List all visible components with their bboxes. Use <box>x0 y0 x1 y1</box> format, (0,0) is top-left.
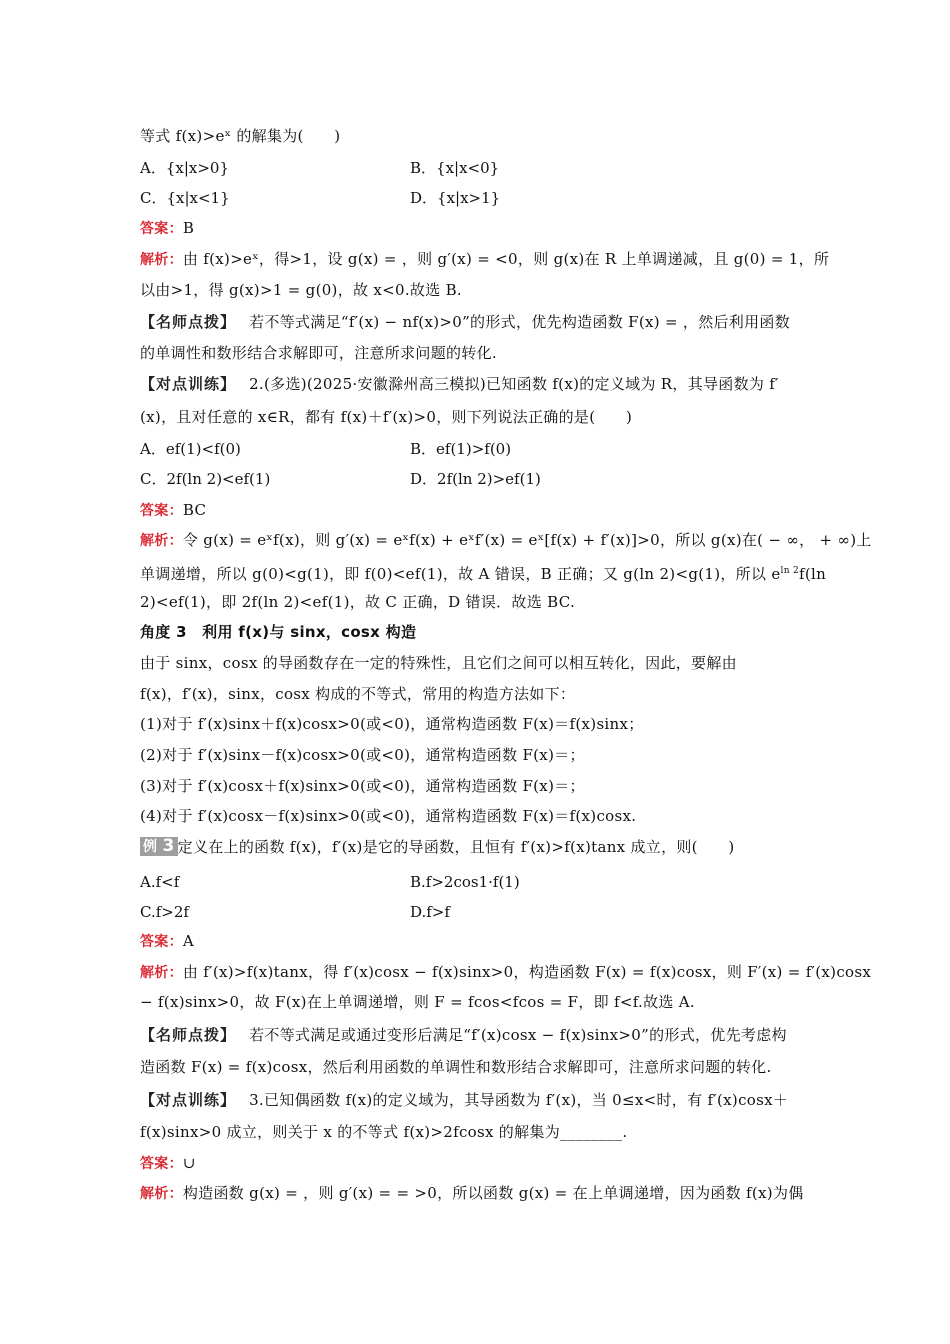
practice-2-line-2: (x)，且对任意的 x∈R，都有 f(x)＋f′(x)>0，则下列说法正确的是( ) <box>140 408 633 426</box>
analysis-2-line-3: 2)<ef(1)，即 2f(ln 2)<ef(1)，故 C 正确，D 错误．故选 BC. <box>140 593 576 611</box>
tip-text: 若不等式满足“f′(x) − nf(x)>0”的形式，优先构造函数 F(x) = ，然后利用函数 <box>249 313 790 331</box>
answer-value: ∪ <box>182 1154 196 1172</box>
option-a: A．ef(1)<f(0) <box>140 440 241 458</box>
answer-label: 答案： <box>140 503 183 519</box>
analysis-text: 由 f′(x)>f(x)tanx，得 f′(x)cosx − f(x)sinx>0，构造函数 F(x) = f(x)cosx，则 F′(x) = f′(x)cosx <box>182 963 872 981</box>
answer-label: 答案： <box>140 1156 183 1172</box>
option-b: B.f>2cos1·f(1) <box>410 873 520 891</box>
practice-3-line-1 <box>140 1090 812 1110</box>
tip-text: 若不等式满足或通过变形后满足“f′(x)cosx − f(x)sinx>0”的形式，优先考虑构 <box>249 1026 787 1044</box>
practice-3-line-2: f(x)sinx>0 成立，则关于 x 的不等式 f(x)>2fcosx 的解集为________. <box>140 1123 628 1141</box>
option-d: D．{x|x>1} <box>410 189 501 207</box>
method-1: (1)对于 f′(x)sinx＋f(x)cosx>0(或<0)，通常构造函数 F(x)＝f(x)sinx； <box>140 715 644 733</box>
analysis-3-line-2: − f(x)sinx>0，故 F(x)在上单调递增，则 F = fcos<fcos = F，即 f<f.故选 A. <box>140 993 695 1011</box>
analysis-text: f(ln <box>798 565 827 583</box>
analysis-label: 解析： <box>140 252 183 268</box>
analysis-1-line-2: 以由>1，得 g(x)>1 = g(0)，故 x<0.故选 B. <box>140 281 462 299</box>
analysis-4-line-1 <box>140 1183 812 1204</box>
answer-3 <box>140 931 812 952</box>
answer-label: 答案： <box>140 934 183 950</box>
analysis-2-line-2 <box>140 561 827 584</box>
answer-2 <box>140 500 812 521</box>
tip-1-line-2: 的单调性和数形结合求解即可，注意所求问题的转化. <box>140 344 497 362</box>
answer-value: B <box>182 219 195 237</box>
intro-line-1: 由于 sinx，cosx 的导函数存在一定的特殊性，且它们之间可以相互转化，因此，要解由 <box>140 654 737 672</box>
method-2: (2)对于 f′(x)sinx－f(x)cosx>0(或<0)，通常构造函数 F(x)＝； <box>140 746 585 764</box>
analysis-text: 由 f(x)>eˣ，得>1，设 g(x) = ，则 g′(x) = <0，则 g(x)在 R 上单调递减，且 g(0) = 1，所 <box>182 250 830 268</box>
teacher-tip-tag: 【名师点拨】 <box>140 1026 237 1044</box>
option-c: C．{x|x<1} <box>140 189 230 207</box>
option-c: C.f>2f <box>140 903 189 921</box>
option-b: B．{x|x<0} <box>410 159 500 177</box>
practice-text: 3.已知偶函数 f(x)的定义域为，其导函数为 f′(x)，当 0≤x<时，有 f′(x)cosx＋ <box>249 1091 789 1109</box>
answer-value: BC <box>182 501 207 519</box>
method-3: (3)对于 f′(x)cosx＋f(x)sinx>0(或<0)，通常构造函数 F(x)＝； <box>140 777 585 795</box>
question-1-tail: 等式 f(x)>eˣ 的解集为( ) <box>140 127 341 145</box>
analysis-text: 令 g(x) = eˣf(x)，则 g′(x) = eˣf(x) + eˣf′(x) = eˣ[f(x) + f′(x)]>0，所以 g(x)在( − ∞， + ∞)上 <box>182 531 872 549</box>
exponent: ln 2 <box>780 566 799 576</box>
practice-2-line-1 <box>140 374 812 394</box>
analysis-text: 单调递增，所以 g(0)<g(1)，即 f(0)<ef(1)，故 A 错误，B 正确；又 g(ln 2)<g(1)，所以 e <box>140 565 781 583</box>
method-4: (4)对于 f′(x)cosx－f(x)sinx>0(或<0)，通常构造函数 F(x)＝f(x)cosx. <box>140 807 637 825</box>
practice-tag: 【对点训练】 <box>140 375 237 393</box>
option-c: C．2f(ln 2)<ef(1) <box>140 470 271 488</box>
tip-1-line-1 <box>140 312 812 332</box>
analysis-3-line-1 <box>140 962 872 983</box>
answer-1 <box>140 218 812 239</box>
example-text: 定义在上的函数 f(x)，f′(x)是它的导函数，且恒有 f′(x)>f(x)tanx 成立，则( ) <box>177 838 735 856</box>
example-label: 例 <box>143 839 158 855</box>
answer-value: A <box>182 932 195 950</box>
analysis-label: 解析： <box>140 1186 183 1202</box>
option-d: D.f>f <box>410 903 450 921</box>
tip-2-line-2: 造函数 F(x) = f(x)cosx，然后利用函数的单调性和数形结合求解即可，注意所求问题的转化. <box>140 1058 772 1076</box>
analysis-text: 构造函数 g(x) = ，则 g′(x) = = >0，所以函数 g(x) = 在上单调递增，因为函数 f(x)为偶 <box>182 1184 804 1202</box>
answer-label: 答案： <box>140 221 183 237</box>
practice-text: 2.(多选)(2025·安徽滁州高三模拟)已知函数 f(x)的定义域为 R，其导函数为 f′ <box>249 375 779 393</box>
analysis-1-line-1 <box>140 249 830 270</box>
option-a: A．{x|x>0} <box>140 159 230 177</box>
tip-2-line-1 <box>140 1025 812 1045</box>
example-3-stem <box>140 837 812 857</box>
section-heading: 角度 3 利用 f(x)与 sinx，cosx 构造 <box>140 623 417 641</box>
example-badge <box>140 837 178 856</box>
analysis-2-line-1 <box>140 530 872 551</box>
example-number: 3 <box>162 836 175 856</box>
option-a: A.f<f <box>140 873 180 891</box>
option-b: B．ef(1)>f(0) <box>410 440 512 458</box>
option-d: D．2f(ln 2)>ef(1) <box>410 470 541 488</box>
intro-line-2: f(x)，f′(x)，sinx，cosx 构成的不等式，常用的构造方法如下： <box>140 685 576 703</box>
answer-4 <box>140 1153 812 1174</box>
practice-tag: 【对点训练】 <box>140 1091 237 1109</box>
teacher-tip-tag: 【名师点拨】 <box>140 313 237 331</box>
analysis-label: 解析： <box>140 533 183 549</box>
analysis-label: 解析： <box>140 965 183 981</box>
